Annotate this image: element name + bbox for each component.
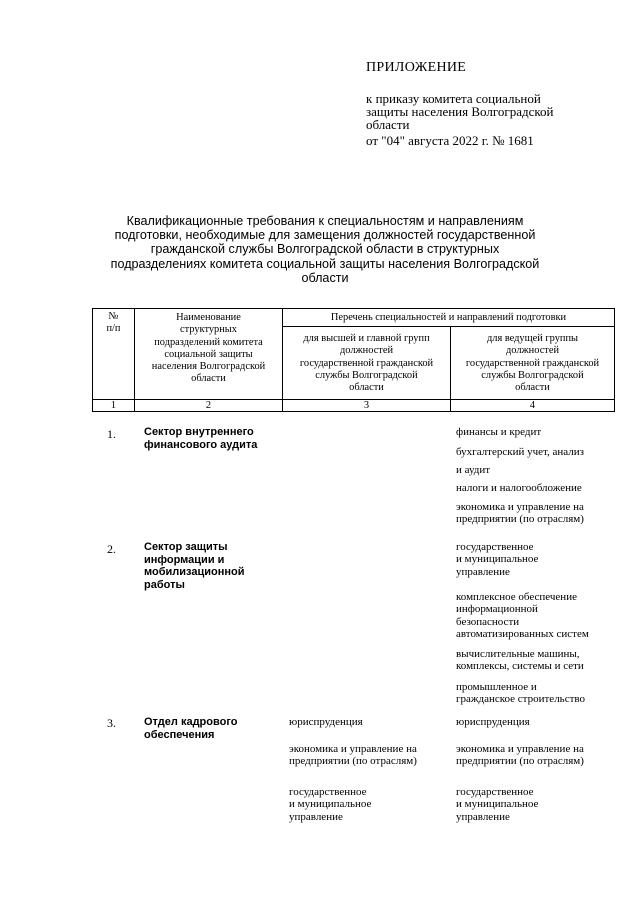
column-number: 3 [363, 400, 370, 411]
specialty-item: государственное и муниципальное управление [456, 541, 539, 578]
document-title-line: Квалификационные требования к специальностям и направлениям [126, 214, 524, 228]
specialty-item: налоги и налогообложение [456, 482, 582, 494]
table-border-top [92, 308, 615, 309]
column-number: 4 [529, 400, 536, 411]
table-border-subheader [282, 326, 615, 327]
specialty-item: юриспруденция [456, 716, 530, 728]
document-title-line: подготовки, необходимые для замещения должностей государственной [114, 228, 536, 243]
header-specialties-list: Перечень специальностей и направлений подготовки [330, 312, 567, 323]
unit-name: Отдел кадрового обеспечения [144, 716, 238, 741]
specialty-item: промышленное и гражданское строительство [456, 681, 586, 706]
specialty-item: государственное и муниципальное управление [456, 786, 539, 823]
appendix-line: области [366, 117, 410, 132]
specialty-item: и аудит [456, 464, 491, 476]
row-number: 3. [107, 716, 116, 730]
appendix-line: к приказу комитета социальной [366, 91, 541, 106]
specialty-item: финансы и кредит [456, 426, 542, 438]
appendix-line: защиты населения Волгоградской [366, 104, 554, 119]
specialty-item: бухгалтерский учет, анализ [456, 446, 584, 458]
document-title-line: области [301, 270, 349, 285]
header-lead-group: для ведущей группы должностей государственной гражданской службы Волгоградской области [465, 333, 600, 394]
column-number: 2 [205, 400, 212, 411]
order-date-number: от "04" августа 2022 г. № 1681 [366, 133, 534, 148]
header-high-group: для высшей и главной групп должностей государственной гражданской службы Волгоградской области [299, 333, 434, 394]
header-number: № п/п [106, 311, 121, 335]
table-border-right [614, 308, 615, 412]
row-number: 2. [107, 542, 116, 556]
specialty-item: юриспруденция [289, 716, 363, 728]
specialty-item: государственное и муниципальное управление [289, 786, 372, 823]
appendix-reference [366, 92, 596, 131]
row-number: 1. [107, 427, 116, 441]
document-title-line: подразделениях комитета социальной защиты населения Волгоградской [110, 256, 540, 271]
column-number: 1 [110, 400, 117, 411]
specialty-item: экономика и управление на предприятии (по отраслям) [456, 743, 584, 768]
specialty-item: экономика и управление на предприятии (по отраслям) [456, 501, 584, 526]
specialty-item: экономика и управление на предприятии (по отраслям) [289, 743, 417, 768]
unit-name: Сектор внутреннего финансового аудита [144, 426, 258, 451]
header-unit-name: Наименование структурных подразделений комитета социальной защиты населения Волгоградской области [151, 312, 266, 385]
document-title-line: гражданской службы Волгоградской области в структурных [150, 242, 500, 257]
specialty-item: вычислительные машины, комплексы, системы и сети [456, 648, 584, 673]
appendix-title: ПРИЛОЖЕНИЕ [366, 60, 467, 75]
document-title [90, 214, 560, 285]
unit-name: Сектор защиты информации и мобилизационной работы [144, 541, 245, 591]
specialty-item: комплексное обеспечение информационной безопасности автоматизированных систем [456, 591, 589, 640]
